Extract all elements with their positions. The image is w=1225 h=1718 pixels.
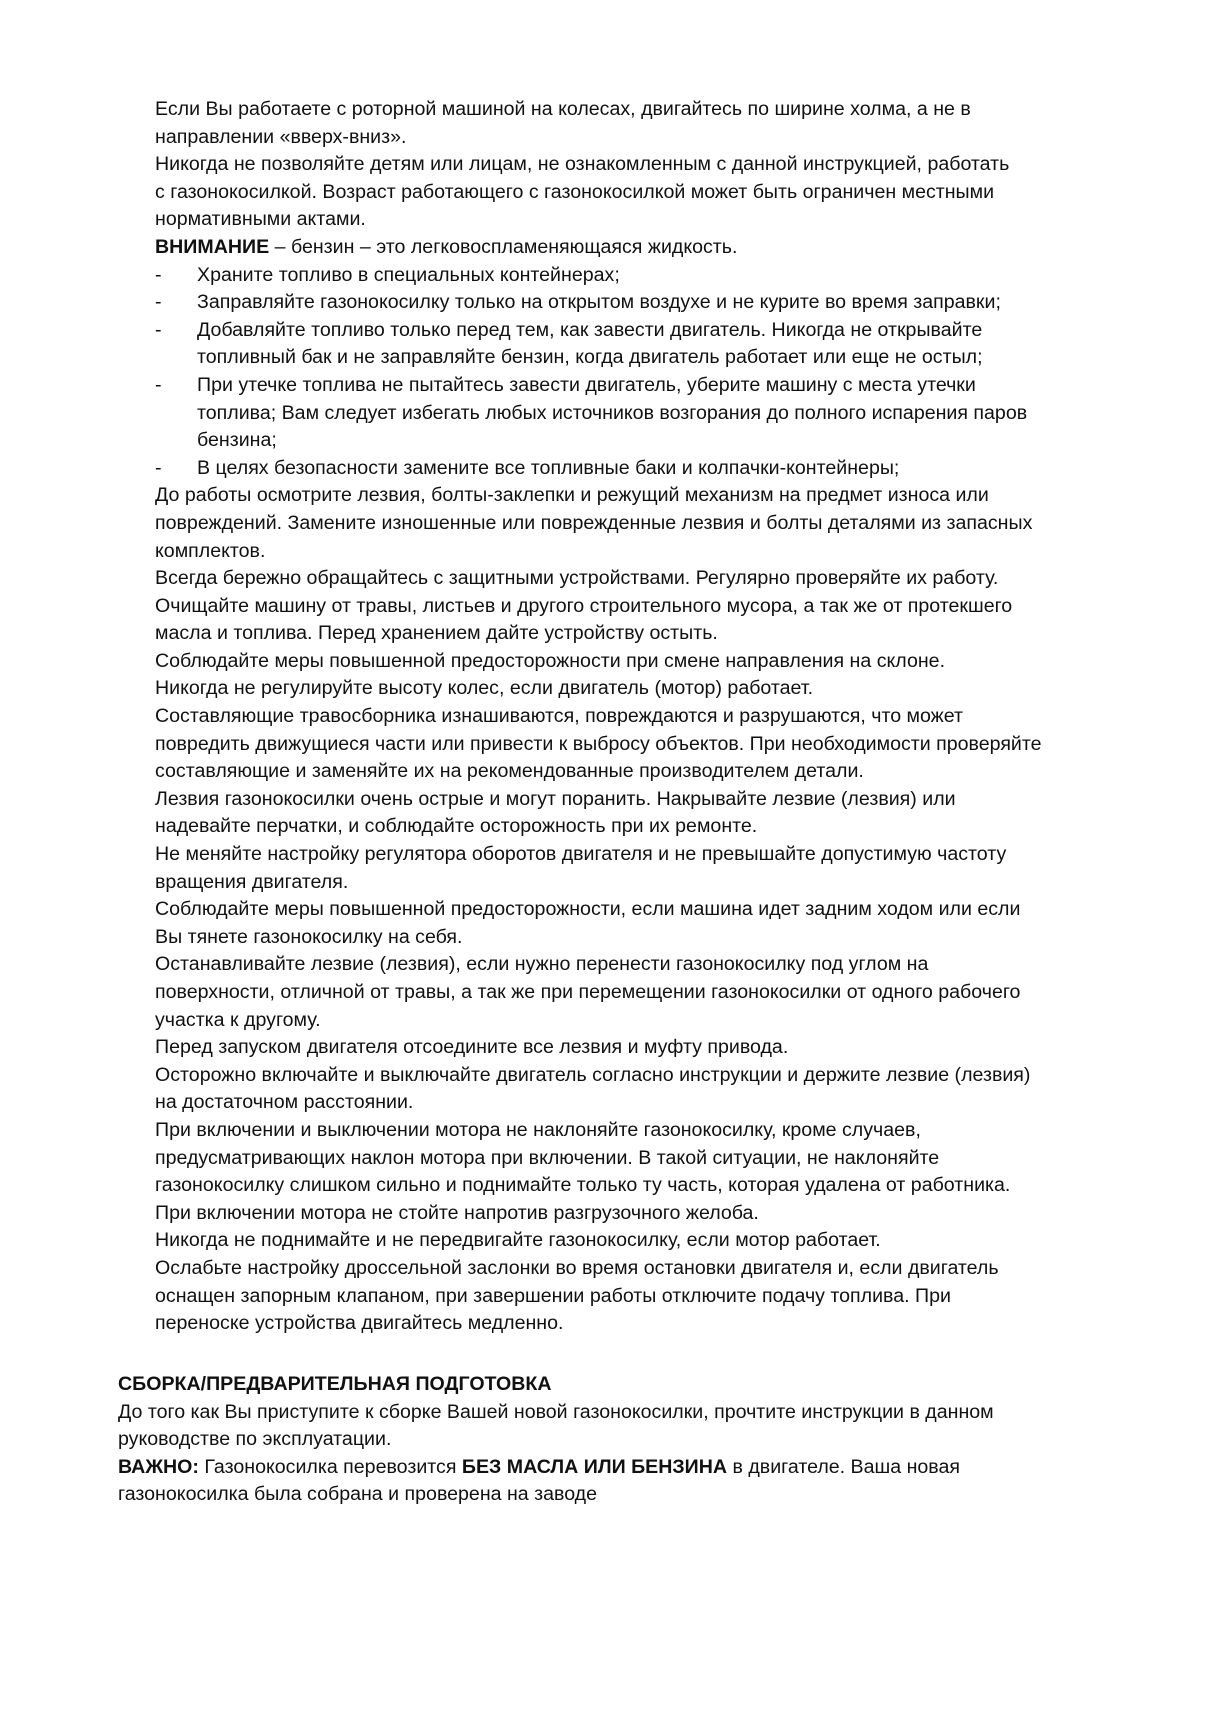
paragraph-tilting	[155, 1117, 1175, 1200]
text-line: надевайте перчатки, и соблюдайте осторожность при их ремонте.	[155, 815, 758, 838]
paragraph-start-stop	[155, 1062, 1175, 1117]
paragraph-cleaning	[155, 593, 1175, 648]
paragraph-important	[118, 1454, 1178, 1509]
text-line: В целях безопасности замените все топливные баки и колпачки-контейнеры;	[197, 456, 900, 479]
paragraph-discharge-chute	[155, 1200, 1175, 1228]
list-item	[155, 262, 1175, 290]
warning-text: – бензин – это легковоспламеняющаяся жидкость.	[269, 235, 738, 258]
paragraph-governor	[155, 841, 1175, 896]
text-line: Добавляйте топливо только перед тем, как завести двигатель. Никогда не открывайте	[197, 318, 983, 341]
text-line: газонокосилку слишком сильно и поднимайте только ту часть, которая удалена от работника.	[155, 1174, 1011, 1197]
paragraph-no-lifting	[155, 1227, 1175, 1255]
text-line: масла и топлива. Перед хранением дайте устройству остыть.	[155, 622, 718, 645]
paragraph-wheel-height	[155, 675, 1175, 703]
dash-marker: -	[155, 263, 162, 286]
text-line: Очищайте машину от травы, листьев и другого строительного мусора, а так же от протекшего	[155, 594, 1013, 617]
paragraph-sharp-blades	[155, 786, 1175, 841]
text-line: Лезвия газонокосилки очень острые и могут поранить. Накрывайте лезвие (лезвия) или	[155, 787, 956, 810]
text-line: нормативными актами.	[155, 208, 366, 231]
text-line: Заправляйте газонокосилку только на открытом воздухе и не курите во время заправки;	[197, 291, 1001, 314]
list-item	[155, 289, 1175, 317]
text-line: Всегда бережно обращайтесь с защитными устройствами. Регулярно проверяйте их работу.	[155, 567, 999, 590]
important-label: ВАЖНО:	[118, 1455, 199, 1478]
text-line: переноске устройства двигайтесь медленно.	[155, 1312, 564, 1335]
text-line: До того как Вы приступите к сборке Вашей новой газонокосилки, прочтите инструкции в данном	[118, 1400, 994, 1423]
text-line: повредить движущиеся части или привести к выбросу объектов. При необходимости проверяйте	[155, 732, 1042, 755]
important-text: Газонокосилка перевозится	[198, 1455, 462, 1478]
text-line: Храните топливо в специальных контейнерах;	[197, 263, 620, 286]
text-line: До работы осмотрите лезвия, болты-заклепки и режущий механизм на предмет износа или	[155, 484, 989, 507]
list-item	[155, 372, 1175, 455]
dash-marker: -	[155, 318, 162, 341]
text-line: Перед запуском двигателя отсоедините все лезвия и муфту привода.	[155, 1036, 789, 1059]
fuel-safety-list	[155, 262, 1175, 483]
important-text: в двигателе. Ваша новая	[727, 1455, 960, 1478]
text-line: При включении и выключении мотора не наклоняйте газонокосилку, кроме случаев,	[155, 1118, 921, 1141]
text-line: на достаточном расстоянии.	[155, 1091, 414, 1114]
text-line: топлива; Вам следует избегать любых источников возгорания до полного испарения паров	[197, 401, 1028, 424]
text-line: Составляющие травосборника изнашиваются, повреждаются и разрушаются, что может	[155, 705, 964, 728]
paragraph-reverse	[155, 896, 1175, 951]
paragraph-rotary-machine	[155, 96, 1175, 151]
list-item	[155, 455, 1175, 483]
dash-marker: -	[155, 291, 162, 314]
important-bold-text: БЕЗ МАСЛА ИЛИ БЕНЗИНА	[461, 1455, 728, 1478]
warning-label: ВНИМАНИЕ	[155, 235, 270, 258]
text-line: Не меняйте настройку регулятора оборотов двигателя и не превышайте допустимую частоту	[155, 843, 1007, 866]
text-line: газонокосилка была собрана и проверена на заводе	[118, 1483, 598, 1506]
paragraph-children	[155, 151, 1175, 234]
text-line: предусматривающих наклон мотора при включении. В такой ситуации, не наклоняйте	[155, 1146, 940, 1169]
paragraph-protective-devices	[155, 565, 1175, 593]
text-line: руководстве по эксплуатации.	[118, 1428, 392, 1451]
paragraph-stop-blades	[155, 951, 1175, 1034]
text-line: Если Вы работаете с роторной машиной на колесах, двигайтесь по ширине холма, а не в	[155, 98, 971, 120]
text-line: При утечке топлива не пытайтесь завести двигатель, уберите машину с места утечки	[197, 373, 976, 396]
list-item	[155, 317, 1175, 372]
text-line: Никогда не регулируйте высоту колес, если двигатель (мотор) работает.	[155, 677, 814, 700]
dash-marker: -	[155, 373, 162, 396]
assembly-section	[118, 1371, 1178, 1509]
text-line: оснащен запорным клапаном, при завершении работы отключите подачу топлива. При	[155, 1284, 951, 1307]
text-line: Никогда не поднимайте и не передвигайте газонокосилку, если мотор работает.	[155, 1229, 881, 1252]
paragraph-warning	[155, 234, 1175, 262]
paragraph-disconnect	[155, 1034, 1175, 1062]
dash-marker: -	[155, 456, 162, 479]
text-line: топливный бак и не заправляйте бензин, когда двигатель работает или еще не остыл;	[197, 346, 983, 369]
paragraph-assembly-intro	[118, 1399, 1178, 1454]
text-line: Осторожно включайте и выключайте двигатель согласно инструкции и держите лезвие (лезвия)	[155, 1063, 1031, 1086]
text-line: комплектов.	[155, 539, 266, 562]
text-line: Вы тянете газонокосилку на себя.	[155, 925, 463, 948]
paragraph-slope-caution	[155, 648, 1175, 676]
text-line: бензина;	[197, 429, 277, 452]
text-line: повреждений. Замените изношенные или поврежденные лезвия и болты деталями из запасных	[155, 511, 1033, 534]
safety-section	[155, 96, 1175, 1338]
text-line: Соблюдайте меры повышенной предосторожности при смене направления на склоне.	[155, 649, 946, 672]
assembly-heading: СБОРКА/ПРЕДВАРИТЕЛЬНАЯ ПОДГОТОВКА	[118, 1373, 552, 1395]
text-line: Ослабьте настройку дроссельной заслонки во время остановки двигателя и, если двигатель	[155, 1256, 999, 1279]
paragraph-grass-catcher	[155, 703, 1175, 786]
text-line: участка к другому.	[155, 1008, 321, 1031]
text-line	[118, 1454, 1178, 1482]
text-line: Останавливайте лезвие (лезвия), если нужно перенести газонокосилку под углом на	[155, 953, 929, 976]
text-line: Никогда не позволяйте детям или лицам, не ознакомленным с данной инструкцией, работать	[155, 153, 1010, 176]
text-line: направлении «вверх-вниз».	[155, 125, 407, 148]
paragraph-throttle	[155, 1255, 1175, 1338]
text-line: вращения двигателя.	[155, 870, 349, 893]
text-line: поверхности, отличной от травы, а так же при перемещении газонокосилки от одного рабочего	[155, 981, 1021, 1003]
paragraph-inspect-blades	[155, 482, 1175, 565]
section-heading	[118, 1371, 1178, 1399]
text-line: с газонокосилкой. Возраст работающего с газонокосилкой может быть ограничен местными	[155, 180, 995, 203]
text-line: составляющие и заменяйте их на рекомендованные производителем детали.	[155, 760, 864, 783]
text-line: Соблюдайте меры повышенной предосторожности, если машина идет задним ходом или если	[155, 898, 1021, 921]
text-line: При включении мотора не стойте напротив разгрузочного желоба.	[155, 1201, 759, 1224]
